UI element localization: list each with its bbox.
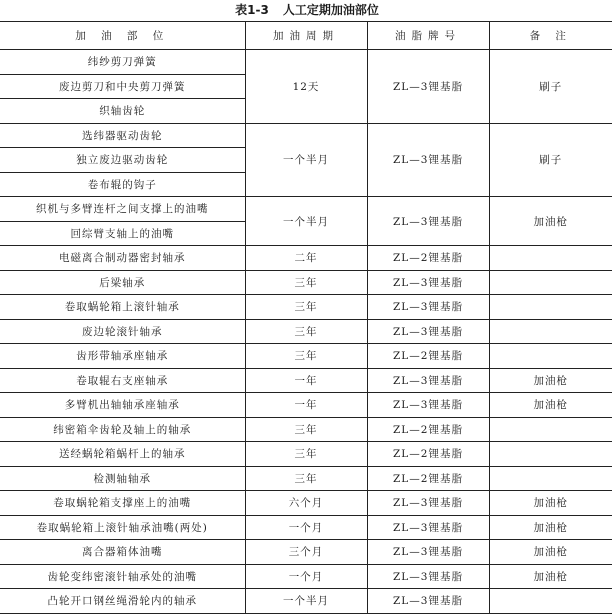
table-row <box>0 270 612 295</box>
table-row <box>0 319 612 344</box>
period-cell: 三年 <box>245 417 367 442</box>
period-cell: 一个半月 <box>245 123 367 197</box>
period-cell: 一个半月 <box>245 197 367 246</box>
remark-cell: 加油枪 <box>489 564 612 589</box>
part-cell: 卷取蜗轮箱支撑座上的油嘴 <box>0 491 245 516</box>
table-row <box>0 564 612 589</box>
grease-cell: ZL—3锂基脂 <box>367 589 489 614</box>
remark-cell <box>489 442 612 467</box>
remark-cell <box>489 295 612 320</box>
remark-cell <box>489 589 612 614</box>
remark-cell: 刷子 <box>489 123 612 197</box>
part-cell: 多臂机出轴轴承座轴承 <box>0 393 245 418</box>
part-cell: 回综臂支轴上的油嘴 <box>0 221 245 246</box>
grease-cell: ZL—3锂基脂 <box>367 491 489 516</box>
period-cell: 12天 <box>245 50 367 124</box>
table-row <box>0 344 612 369</box>
period-cell: 三个月 <box>245 540 367 565</box>
period-cell: 一年 <box>245 393 367 418</box>
table-row <box>0 540 612 565</box>
remark-cell <box>489 417 612 442</box>
part-cell: 卷取辊右支座轴承 <box>0 368 245 393</box>
part-cell: 检测轴轴承 <box>0 466 245 491</box>
remark-cell: 加油枪 <box>489 540 612 565</box>
part-cell: 卷取蜗轮箱上滚针轴承油嘴(两处) <box>0 515 245 540</box>
grease-cell: ZL—3锂基脂 <box>367 540 489 565</box>
grease-cell: ZL—2锂基脂 <box>367 466 489 491</box>
remark-cell: 加油枪 <box>489 393 612 418</box>
table-caption <box>0 0 614 20</box>
grease-cell: ZL—3锂基脂 <box>367 295 489 320</box>
table-number: 表1-3 <box>235 3 269 17</box>
remark-cell <box>489 246 612 271</box>
grease-cell: ZL—2锂基脂 <box>367 344 489 369</box>
table-row <box>0 123 612 148</box>
table-row <box>0 246 612 271</box>
remark-cell <box>489 466 612 491</box>
table-row <box>0 589 612 614</box>
grease-cell: ZL—3锂基脂 <box>367 197 489 246</box>
period-cell: 三年 <box>245 466 367 491</box>
period-cell: 三年 <box>245 270 367 295</box>
table-title: 人工定期加油部位 <box>282 3 379 17</box>
part-cell: 废边轮滚针轴承 <box>0 319 245 344</box>
remark-cell: 加油枪 <box>489 515 612 540</box>
table-row <box>0 442 612 467</box>
part-cell: 后梁轴承 <box>0 270 245 295</box>
part-cell: 凸轮开口钢丝绳滑轮内的轴承 <box>0 589 245 614</box>
grease-cell: ZL—3锂基脂 <box>367 515 489 540</box>
part-cell: 卷取蜗轮箱上滚针轴承 <box>0 295 245 320</box>
period-cell: 一个半月 <box>245 589 367 614</box>
header-cell: 加 油 部 位 <box>0 22 245 50</box>
table-row <box>0 197 612 222</box>
period-cell: 二年 <box>245 246 367 271</box>
table-row <box>0 393 612 418</box>
grease-cell: ZL—2锂基脂 <box>367 442 489 467</box>
header-row <box>0 22 612 50</box>
remark-cell: 刷子 <box>489 50 612 124</box>
grease-cell: ZL—2锂基脂 <box>367 246 489 271</box>
grease-cell: ZL—3锂基脂 <box>367 368 489 393</box>
header-cell: 备 注 <box>489 22 612 50</box>
table-row <box>0 417 612 442</box>
grease-cell: ZL—3锂基脂 <box>367 50 489 124</box>
table-row <box>0 295 612 320</box>
period-cell: 一年 <box>245 368 367 393</box>
part-cell: 织机与多臂连杆之间支撑上的油嘴 <box>0 197 245 222</box>
grease-cell: ZL—2锂基脂 <box>367 417 489 442</box>
part-cell: 送经蜗轮箱蜗杆上的轴承 <box>0 442 245 467</box>
grease-cell: ZL—3锂基脂 <box>367 393 489 418</box>
part-cell: 织轴齿轮 <box>0 99 245 124</box>
period-cell: 一个月 <box>245 564 367 589</box>
lubrication-table <box>0 21 612 614</box>
grease-cell: ZL—3锂基脂 <box>367 270 489 295</box>
table-row <box>0 50 612 75</box>
period-cell: 三年 <box>245 442 367 467</box>
part-cell: 选纬器驱动齿轮 <box>0 123 245 148</box>
part-cell: 纬纱剪刀弹簧 <box>0 50 245 75</box>
period-cell: 一个月 <box>245 515 367 540</box>
part-cell: 齿形带轴承座轴承 <box>0 344 245 369</box>
table-row <box>0 466 612 491</box>
period-cell: 三年 <box>245 344 367 369</box>
period-cell: 六个月 <box>245 491 367 516</box>
remark-cell: 加油枪 <box>489 197 612 246</box>
grease-cell: ZL—3锂基脂 <box>367 319 489 344</box>
part-cell: 离合器箱体油嘴 <box>0 540 245 565</box>
part-cell: 独立废边驱动齿轮 <box>0 148 245 173</box>
remark-cell: 加油枪 <box>489 368 612 393</box>
table-row <box>0 515 612 540</box>
header-cell: 加油周期 <box>245 22 367 50</box>
part-cell: 卷布辊的钩子 <box>0 172 245 197</box>
header-cell: 油脂牌号 <box>367 22 489 50</box>
remark-cell <box>489 344 612 369</box>
remark-cell: 加油枪 <box>489 491 612 516</box>
part-cell: 废边剪刀和中央剪刀弹簧 <box>0 74 245 99</box>
table-row <box>0 368 612 393</box>
grease-cell: ZL—3锂基脂 <box>367 564 489 589</box>
part-cell: 电磁离合制动器密封轴承 <box>0 246 245 271</box>
part-cell: 齿轮变纬密滚针轴承处的油嘴 <box>0 564 245 589</box>
period-cell: 三年 <box>245 319 367 344</box>
table-row <box>0 491 612 516</box>
grease-cell: ZL—3锂基脂 <box>367 123 489 197</box>
remark-cell <box>489 270 612 295</box>
remark-cell <box>489 319 612 344</box>
part-cell: 纬密箱伞齿轮及轴上的轴承 <box>0 417 245 442</box>
period-cell: 三年 <box>245 295 367 320</box>
